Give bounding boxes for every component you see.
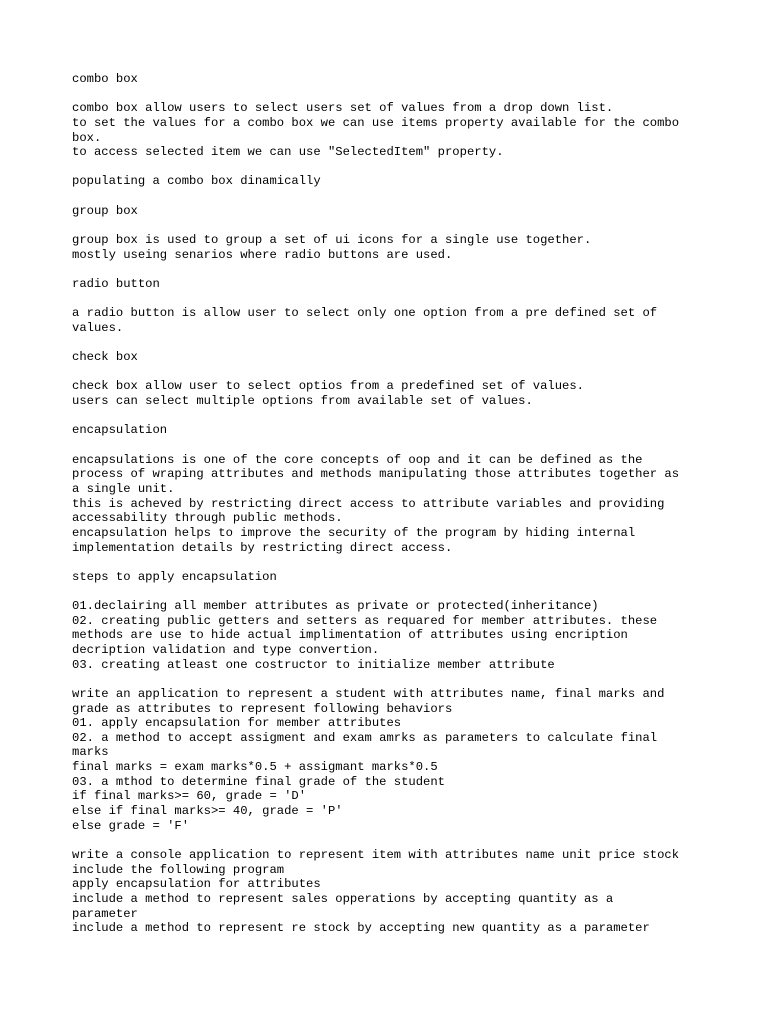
text-line: combo box allow users to select users set of values from a drop down list.	[72, 101, 614, 116]
blank-line	[72, 672, 712, 687]
text-line: radio button	[72, 276, 160, 291]
text-line: populating a combo box dinamically	[72, 174, 321, 189]
blank-line	[72, 438, 712, 453]
blank-line	[72, 833, 712, 848]
text-line: a radio button is allow user to select only one option from a pre defined set of	[72, 306, 658, 321]
text-line: methods are use to hide actual implimentation of attributes using encription	[72, 628, 628, 643]
text-line: final marks = exam marks*0.5 + assigmant marks*0.5	[72, 760, 438, 775]
text-line: 01. apply encapsulation for member attributes	[72, 716, 402, 731]
text-line: marks	[72, 745, 109, 760]
text-line: box.	[72, 130, 102, 145]
blank-line	[72, 584, 712, 599]
text-line: to access selected item we can use "SelectedItem" property.	[72, 145, 504, 160]
text-line: include the following program	[72, 862, 285, 877]
blank-line	[72, 365, 712, 380]
text-line: decription validation and type convertion.	[72, 642, 380, 657]
blank-line	[72, 160, 712, 175]
text-line: to set the values for a combo box we can use items property available for the combo	[72, 115, 680, 130]
text-line: implementation details by restricting direct access.	[72, 540, 453, 555]
text-line: encapsulation	[72, 423, 168, 438]
text-line: if final marks>= 60, grade = 'D'	[72, 789, 307, 804]
text-line: accessability through public methods.	[72, 511, 343, 526]
text-line: write a console application to represent item with attributes name unit price stock	[72, 847, 680, 862]
text-line: 02. a method to accept assigment and exam amrks as parameters to calculate final	[72, 730, 658, 745]
text-line: group box	[72, 203, 138, 218]
text-line: values.	[72, 320, 124, 335]
text-line: users can select multiple options from available set of values.	[72, 394, 533, 409]
text-line: group box is used to group a set of ui icons for a single use together.	[72, 233, 592, 248]
blank-line	[72, 555, 712, 570]
text-line: else grade = 'F'	[72, 818, 190, 833]
text-line: include a method to represent sales opperations by accepting quantity as a	[72, 891, 614, 906]
text-line: else if final marks>= 40, grade = 'P'	[72, 804, 343, 819]
text-line: 01.declairing all member attributes as private or protected(inheritance)	[72, 599, 599, 614]
document-page	[72, 72, 712, 936]
text-line: parameter	[72, 906, 138, 921]
text-line: steps to apply encapsulation	[72, 569, 277, 584]
blank-line	[72, 292, 712, 307]
text-line: grade as attributes to represent following behaviors	[72, 701, 453, 716]
text-line: apply encapsulation for attributes	[72, 877, 321, 892]
blank-line	[72, 409, 712, 424]
blank-line	[72, 262, 712, 277]
text-line: check box	[72, 350, 138, 365]
text-line: 03. a mthod to determine final grade of the student	[72, 774, 445, 789]
text-line: encapsulation helps to improve the security of the program by hiding internal	[72, 525, 636, 540]
text-line: encapsulations is one of the core concepts of oop and it can be defined as the	[72, 452, 643, 467]
text-line: 02. creating public getters and setters as requared for member attributes. these	[72, 613, 658, 628]
text-line: mostly useing senarios where radio buttons are used.	[72, 247, 453, 262]
blank-line	[72, 87, 712, 102]
text-line: write an application to represent a student with attributes name, final marks and	[72, 686, 665, 701]
text-line: check box allow user to select optios from a predefined set of values.	[72, 379, 584, 394]
text-line: a single unit.	[72, 481, 175, 496]
text-line: 03. creating atleast one costructor to initialize member attribute	[72, 657, 555, 672]
text-line: process of wraping attributes and methods manipulating those attributes together as	[72, 467, 680, 482]
text-line: this is acheved by restricting direct access to attribute variables and providing	[72, 496, 665, 511]
blank-line	[72, 336, 712, 351]
text-line: include a method to represent re stock by accepting new quantity as a parameter	[72, 921, 650, 936]
blank-line	[72, 218, 712, 233]
text-line: combo box	[72, 72, 138, 86]
blank-line	[72, 189, 712, 204]
